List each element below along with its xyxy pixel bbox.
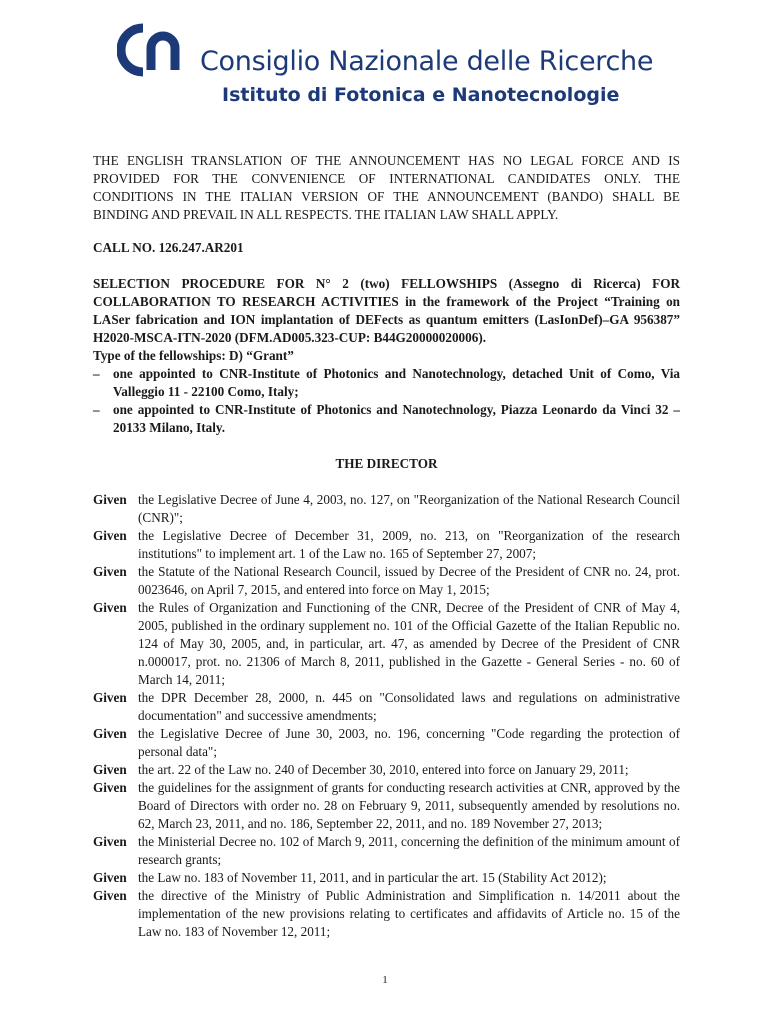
given-clause [93, 761, 680, 779]
cnr-logo-icon [117, 22, 181, 78]
appointment-text: one appointed to CNR-Institute of Photonics and Nanotechnology, Piazza Leonardo da Vinci 32 – 20133 Milano, Italy. [113, 402, 680, 435]
given-clause [93, 779, 680, 833]
organization-name: Consiglio Nazionale delle Ricerche [200, 46, 654, 77]
page-number: 1 [382, 974, 388, 986]
bullet-dash: – [93, 366, 100, 381]
given-clause [93, 599, 680, 689]
given-text: the Ministerial Decree no. 102 of March 9, 2011, concerning the definition of the minimum amount of research grants; [138, 834, 680, 867]
given-keyword: Given [93, 762, 127, 777]
fellowship-type: Type of the fellowships: D) “Grant” [93, 348, 294, 363]
given-clause [93, 887, 680, 941]
call-number: CALL NO. 126.247.AR201 [93, 240, 244, 255]
given-text: the guidelines for the assignment of grants for conducting research activities at CNR, approved by the Board of Directors with order no. 28 on February 9, 2011, subsequently amended by resolutions no. 62, March 23, 2011, and no. 186, September 22, 2011, and no. 189 November 27, 2013; [138, 780, 680, 831]
given-text: the Legislative Decree of June 30, 2003, no. 196, concerning "Code regarding the protection of personal data"; [138, 726, 680, 759]
given-clause [93, 689, 680, 725]
given-text: the Rules of Organization and Functioning of the CNR, Decree of the President of CNR of May 4, 2005, published in the ordinary supplement no. 101 of the Official Gazette of the Italian Republic no. 124 of May 30, 2005, and, in particular, art. 47, as amended by Decree of the President of CNR n.000017, prot. no. 21306 of March 8, 2011, published in the Gazette - General Series - no. 60 of March 14, 2011; [138, 600, 680, 687]
bullet-dash: – [93, 402, 100, 417]
given-text: the art. 22 of the Law no. 240 of December 30, 2010, entered into force on January 29, 2011; [138, 762, 629, 777]
given-text: the DPR December 28, 2000, n. 445 on "Consolidated laws and regulations on administrative documentation" and successive amendments; [138, 690, 680, 723]
institute-name: Istituto di Fotonica e Nanotecnologie [222, 84, 620, 106]
given-text: the directive of the Ministry of Public Administration and Simplification n. 14/2011 about the implementation of the new provisions relating to certificates and affidavits of Article no. 15 of the Law no. 183 of November 12, 2011; [138, 888, 680, 939]
given-clause [93, 563, 680, 599]
given-keyword: Given [93, 564, 127, 579]
given-keyword: Given [93, 600, 127, 615]
given-clause [93, 491, 680, 527]
given-keyword: Given [93, 870, 127, 885]
director-heading: THE DIRECTOR [335, 456, 438, 471]
given-clause [93, 869, 680, 887]
given-keyword: Given [93, 492, 127, 507]
given-clause [93, 527, 680, 563]
given-keyword: Given [93, 888, 127, 903]
selection-title: SELECTION PROCEDURE FOR N° 2 (two) FELLOWSHIPS (Assegno di Ricerca) FOR COLLABORATION TO RESEARCH ACTIVITIES in the framework of the Project “Training on LASer fabrication and ION implantation of DEFects as quantum emitters (LasIonDef)–GA 956387” H2020-MSCA-ITN-2020 (DFM.AD005.323-CUP: B44G20000020006). [93, 276, 680, 345]
appointment-item [93, 365, 680, 401]
given-clause [93, 833, 680, 869]
given-list [93, 491, 680, 941]
given-text: the Legislative Decree of June 4, 2003, no. 127, on "Reorganization of the National Research Council (CNR)"; [138, 492, 680, 525]
legal-disclaimer: THE ENGLISH TRANSLATION OF THE ANNOUNCEMENT HAS NO LEGAL FORCE AND IS PROVIDED FOR THE CONVENIENCE OF INTERNATIONAL CANDIDATES ONLY. THE CONDITIONS IN THE ITALIAN VERSION OF THE ANNOUNCEMENT (BANDO) SHALL BE BINDING AND PREVAIL IN ALL RESPECTS. THE ITALIAN LAW SHALL APPLY. [93, 153, 680, 222]
given-keyword: Given [93, 726, 127, 741]
given-keyword: Given [93, 690, 127, 705]
document-body [93, 152, 680, 941]
given-text: the Legislative Decree of December 31, 2009, no. 213, on "Reorganization of the research institutions" to implement art. 1 of the Law no. 165 of September 27, 2007; [138, 528, 680, 561]
appointment-text: one appointed to CNR-Institute of Photonics and Nanotechnology, detached Unit of Como, Via Valleggio 11 - 22100 Como, Italy; [113, 366, 680, 399]
given-keyword: Given [93, 780, 127, 795]
given-text: the Statute of the National Research Council, issued by Decree of the President of CNR no. 24, prot. 0023646, on April 7, 2015, and entered into force on May 1, 2015; [138, 564, 680, 597]
given-keyword: Given [93, 834, 127, 849]
given-text: the Law no. 183 of November 11, 2011, and in particular the art. 15 (Stability Act 2012); [138, 870, 607, 885]
appointment-item [93, 401, 680, 437]
given-clause [93, 725, 680, 761]
given-keyword: Given [93, 528, 127, 543]
